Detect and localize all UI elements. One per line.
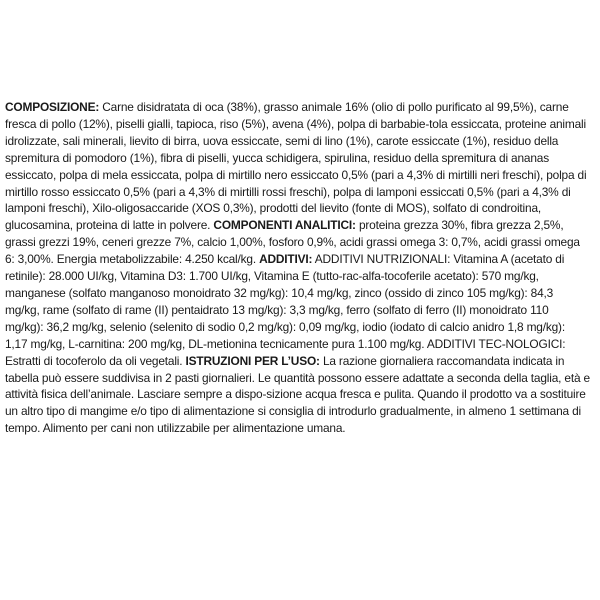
- usage-instructions-heading: ISTRUZIONI PER L’USO:: [185, 353, 320, 368]
- usage-instructions-text: La razione giornaliera raccomandata indicata in tabella può essere suddivisa in 2 pasti giornalieri. Le quantità possono essere adattate a seconda della taglia, età e attività fisica dell’animale. Lasciare sempre a dispo-sizione acqua fresca e pulita. Quando il prodotto va a sostituire un altro tipo di mangime e/o tipo di alimentazione si consiglia di introdurlo gradualmente, in almeno 1 settimana di tempo. Alimento per cani non utilizzabile per alimentazione umana.: [5, 353, 590, 436]
- additives-text: ADDITIVI NUTRIZIONALI: Vitamina A (acetato di retinile): 28.000 UI/kg, Vitamina D3: 1.700 UI/kg, Vitamina E (tutto-rac-alfa-tocoferile acetato): 570 mg/kg, manganese (solfato manganoso monoidrato 32 mg/kg): 10,4 mg/kg, zinco (ossido di zinco 105 mg/kg): 84,3 mg/kg, rame (solfato di rame (II) pentaidrato 13 mg/kg): 3,3 mg/kg, ferro (solfato di ferro (II) monoidrato 110 mg/kg): 36,2 mg/kg, selenio (selenito di sodio 0,2 mg/kg): 0,09 mg/kg, iodio (iodato di calcio anidro 1,8 mg/kg): 1,17 mg/kg, L-carnitina: 200 mg/kg, DL-metionina tecnicamente pura 1.100 mg/kg. ADDITIVI TEC-NOLOGICI: Estratti di tocoferolo da oli vegetali.: [5, 252, 566, 368]
- composition-heading: COMPOSIZIONE:: [5, 100, 100, 114]
- analytical-components-heading: COMPONENTI ANALITICI:: [213, 218, 356, 233]
- ingredients-label-text: [5, 99, 590, 437]
- analytical-components-text: proteina grezza 30%, fibra grezza 2,5%, grassi grezzi 19%, ceneri grezze 7%, calcio 1,00%, fosforo 0,9%, acidi grassi omega 3: 0,7%, acidi grassi omega 6: 3,00%. Energia metabolizzabile: 4.250 kcal/kg.: [5, 218, 580, 267]
- composition-text: Carne disidratata di oca (38%), grasso animale 16% (olio di pollo purificato al 99,5%), carne fresca di pollo (12%), piselli gialli, tapioca, riso (5%), avena (4%), polpa di barbabie-tola essiccata, proteine animali idrolizzate, sali minerali, lievito di birra, uova essiccate, semi di lino (1%), carote essiccate (1%), residuo della spremitura di pomodoro (1%), fibra di piselli, yucca schidigera, spirulina, residuo della spremitura di ananas essiccato, polpa di mela essiccata, polpa di mirtillo nero essiccato 0,5% (pari a 4,3% di mirtilli neri freschi), polpa di mirtillo rosso essiccato 0,5% (pari a 4,3% di mirtilli rossi freschi), polpa di lamponi essiccati 0,5% (pari a 4,3% di lamponi freschi), Xilo-oligosaccaride (XOS 0,3%), prodotti del lievito (fonte di MOS), solfato di condroitina, glucosamina, proteina di latte in polvere.: [5, 100, 587, 233]
- additives-heading: ADDITIVI:: [259, 252, 313, 267]
